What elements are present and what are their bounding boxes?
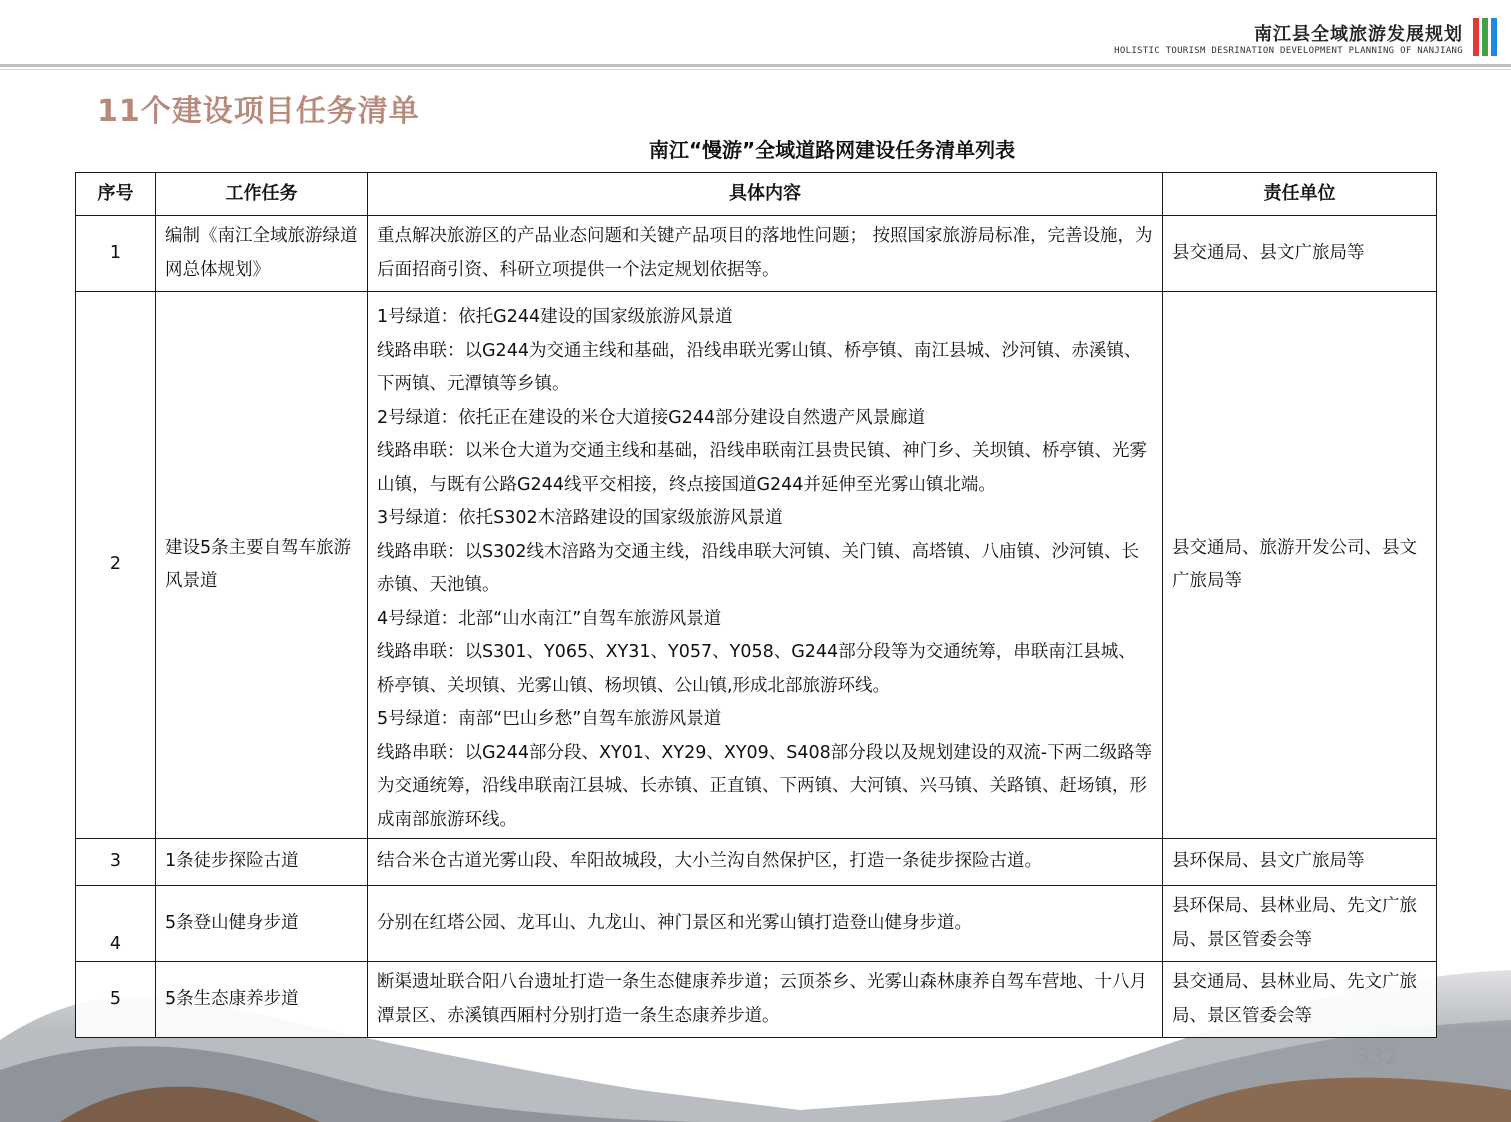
route-title: 4号绿道：北部“山水南江”自驾车旅游风景道 <box>377 608 722 629</box>
row-unit: 县环保局、县林业局、先文广旅局、景区管委会等 <box>1163 886 1437 962</box>
table-row <box>76 292 1437 839</box>
row-number: 5 <box>76 962 156 1038</box>
logo-bar-red <box>1473 18 1479 56</box>
logo-bars-icon <box>1473 18 1499 56</box>
route-title: 5号绿道：南部“巴山乡愁”自驾车旅游风景道 <box>377 709 722 729</box>
document-header-subtitle: HOLISTIC TOURISM DESRINATION DEVELOPMENT PLANNING OF NANJIANG <box>1114 46 1463 56</box>
row-number: 2 <box>76 292 156 839</box>
row-task: 建设5条主要自驾车旅游风景道 <box>156 292 368 839</box>
row-number: 1 <box>76 216 156 292</box>
page-number: 332 <box>1356 1045 1398 1070</box>
row-content <box>368 292 1163 839</box>
route-description: 线路串联：以S301、Y065、XY31、Y057、Y058、G244部分段等为交通统筹，串联南江县城、桥亭镇、关坝镇、光雾山镇、杨坝镇、公山镇,形成北部旅游环线。 <box>377 642 1136 696</box>
row-unit: 县交通局、县林业局、先文广旅局、景区管委会等 <box>1163 962 1437 1038</box>
column-header-content: 具体内容 <box>368 173 1163 216</box>
column-header-unit: 责任单位 <box>1163 173 1437 216</box>
column-header-number: 序号 <box>76 173 156 216</box>
column-header-task: 工作任务 <box>156 173 368 216</box>
row-task: 编制《南江全域旅游绿道网总体规划》 <box>156 216 368 292</box>
row-content: 重点解决旅游区的产品业态问题和关键产品项目的落地性问题； 按照国家旅游局标准，完善设施，为后面招商引资、科研立项提供一个法定规划依据等。 <box>368 216 1163 292</box>
route-description: 线路串联：以G244为交通主线和基础，沿线串联光雾山镇、桥亭镇、南江县城、沙河镇、赤溪镇、下两镇、元潭镇等乡镇。 <box>377 340 1142 394</box>
route-title: 2号绿道：依托正在建设的米仓大道接G244部分建设自然遗产风景廊道 <box>377 407 926 428</box>
row-task: 5条生态康养步道 <box>156 962 368 1038</box>
header-divider <box>0 64 1511 67</box>
row-number: 4 <box>76 886 156 962</box>
row-content: 断渠遗址联合阳八台遗址打造一条生态健康养步道；云顶茶乡、光雾山森林康养自驾车营地、十八月潭景区、赤溪镇西厢村分别打造一条生态康养步道。 <box>368 962 1163 1038</box>
route-description: 线路串联：以米仓大道为交通主线和基础，沿线串联南江县贵民镇、神门乡、关坝镇、桥亭镇、光雾山镇，与既有公路G244线平交相接，终点接国道G244并延伸至光雾山镇北端。 <box>377 441 1147 495</box>
table-header-row <box>76 173 1437 216</box>
header-divider-thin <box>0 69 1511 70</box>
route-description: 线路串联：以S302线木涪路为交通主线，沿线串联大河镇、关门镇、高塔镇、八庙镇、沙河镇、长赤镇、天池镇。 <box>377 541 1140 595</box>
route-title: 3号绿道：依托S302木涪路建设的国家级旅游风景道 <box>377 508 783 528</box>
route-title: 1号绿道：依托G244建设的国家级旅游风景道 <box>377 307 733 327</box>
table-row <box>76 962 1437 1038</box>
table-row <box>76 216 1437 292</box>
row-unit: 县交通局、县文广旅局等 <box>1163 216 1437 292</box>
row-task: 5条登山健身步道 <box>156 886 368 962</box>
logo-bar-green <box>1482 18 1488 56</box>
section-title: 11个建设项目任务清单 <box>97 94 420 129</box>
route-description: 线路串联：以G244部分段、XY01、XY29、XY09、S408部分段以及规划建设的双流-下两二级路等为交通统筹，沿线串联南江县城、长赤镇、正直镇、下两镇、大河镇、兴马镇、关路镇、赶场镇，形成南部旅游环线。 <box>377 742 1153 830</box>
document-header-title: 南江县全域旅游发展规划 <box>1254 24 1463 45</box>
row-unit: 县环保局、县文广旅局等 <box>1163 839 1437 886</box>
row-number: 3 <box>76 839 156 886</box>
row-content: 结合米仓古道光雾山段、牟阳故城段，大小兰沟自然保护区，打造一条徒步探险古道。 <box>368 839 1163 886</box>
row-content: 分别在红塔公园、龙耳山、九龙山、神门景区和光雾山镇打造登山健身步道。 <box>368 886 1163 962</box>
logo-bar-blue <box>1491 18 1497 56</box>
task-table <box>75 172 1437 1038</box>
row-task: 1条徒步探险古道 <box>156 839 368 886</box>
table-title: 南江“慢游”全域道路网建设任务清单列表 <box>648 138 1016 162</box>
table-row <box>76 839 1437 886</box>
row-unit: 县交通局、旅游开发公司、县文广旅局等 <box>1163 292 1437 839</box>
table-row <box>76 886 1437 962</box>
